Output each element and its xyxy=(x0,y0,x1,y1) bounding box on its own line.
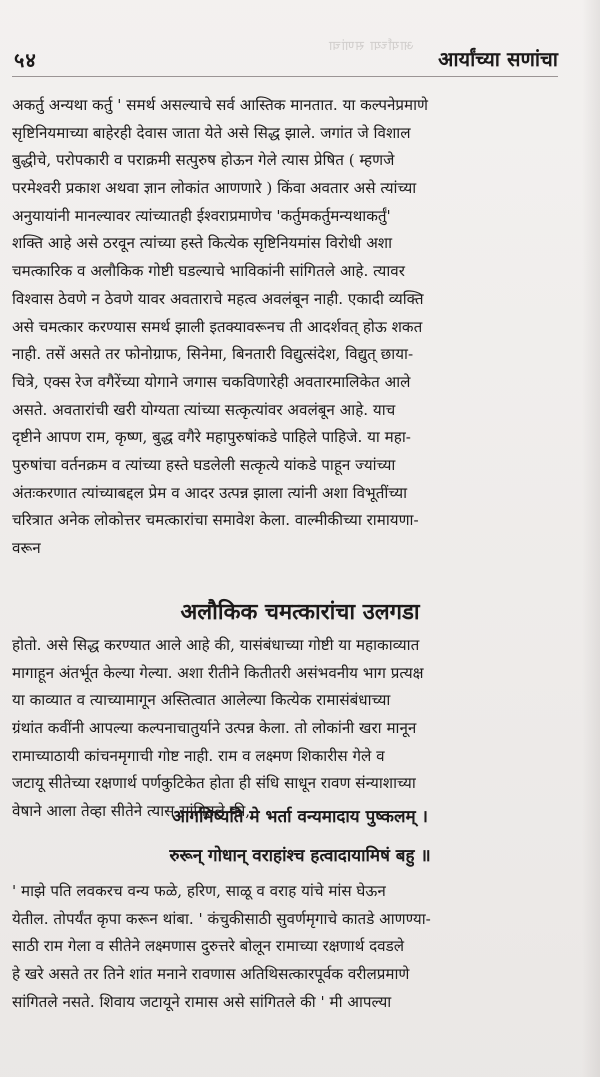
text-line: चरित्रात अनेक लोकोत्तर चमत्कारांचा समावेश केला. वाल्मीकीच्या रामायणा- xyxy=(12,511,419,530)
body-paragraph-bottom xyxy=(12,632,574,826)
text-line: येतील. तोपर्यंत कृपा करून थांबा. ' कंचुकीसाठी सुवर्णमृगाचे कातडे आणण्या- xyxy=(12,909,431,928)
text-line: अंतःकरणात त्यांच्याबद्दल प्रेम व आदर उत्पन्न झाला त्यांनी अशा विभूतींच्या xyxy=(12,483,408,502)
text-line: अनुयायांनी मानल्यावर त्यांच्यातही ईश्वराप्रमाणेच 'कर्तुमकर्तुमन्यथाकर्तुं' xyxy=(12,206,391,225)
text-line: चित्रे, एक्स रेज वगैरेंच्या योगाने जगास चकविणारेही अवतारमालिकेत आले xyxy=(12,372,411,391)
running-title: आर्यांच्या सणांचा xyxy=(438,47,558,71)
text-line: वरून xyxy=(12,539,41,557)
text-line: विश्वास ठेवणे न ठेवणे यावर अवताराचे महत्व अवलंबून नाही. एकादी व्यक्ति xyxy=(12,289,424,308)
sanskrit-verse-line: रुरून् गोधान् वराहांश्च हत्वादायामिषं बहु ॥ xyxy=(169,846,431,866)
text-line: असते. अवतारांची खरी योग्यता त्यांच्या सत्कृत्यांवर अवलंबून आहे. याच xyxy=(12,400,396,419)
page-header xyxy=(12,44,558,77)
page-edge-shadow xyxy=(582,0,600,1077)
text-line: ' माझे पति लवकरच वन्य फळे, हरिण, साळू व वराह यांचे मांस घेऊन xyxy=(12,882,386,900)
section-heading: अलौकिक चमत्कारांचा उलगडा xyxy=(180,599,420,625)
text-line: या काव्यात व त्याच्यामागून अस्तित्वात आलेल्या कित्येक रामासंबंधाच्या xyxy=(12,691,391,710)
body-paragraph-final xyxy=(12,878,574,1016)
text-line: साठी राम गेला व सीतेने लक्ष्मणास दुरुत्तरे बोलून रामाच्या रक्षणार्थ दवडले xyxy=(12,937,405,956)
text-line: परमेश्वरी प्रकाश अथवा ज्ञान लोकांत आणणारे ) किंवा अवतार असे त्यांच्या xyxy=(12,179,417,198)
text-line: जटायू सीतेच्या रक्षणार्थ पर्णकुटिकेत होता ही संधि साधून रावण संन्याशाच्या xyxy=(12,774,416,793)
text-line: नाही. तसें असते तर फोनोग्राफ, सिनेमा, बिनतारी विद्युत्संदेश, विद्युत् छाया- xyxy=(12,345,414,364)
text-line: दृष्टीने आपण राम, कृष्ण, बुद्ध वगैरे महापुरुषांकडे पाहिले पाहिजे. या महा- xyxy=(12,428,411,447)
text-line: असे चमत्कार करण्यास समर्थ झाली इतक्यावरूनच ती आदर्शवत् होऊ शकत xyxy=(12,317,423,336)
text-line: मागाहून अंतर्भूत केल्या गेल्या. अशा रीतीने कितीतरी असंभवनीय भाग प्रत्यक्ष xyxy=(12,663,424,682)
text-line: होतो. असे सिद्ध करण्यात आले आहे की, यासंबंधाच्या गोष्टी या महाकाव्यात xyxy=(12,636,420,654)
text-line: वेषाने आला तेव्हा सीतेने त्यास सांगितले की, xyxy=(12,802,251,821)
body-paragraph-top xyxy=(12,92,574,563)
text-line: ग्रंथांत कवींनी आपल्या कल्पनाचातुर्याने उत्पन्न केला. तो लोकांनी खरा मानून xyxy=(12,719,417,738)
page-number: ५४ xyxy=(14,48,37,72)
text-line: रामाच्याठायी कांचनमृगाची गोष्ट नाही. राम व लक्ष्मण शिकारीस गेले व xyxy=(12,746,385,765)
text-line: शक्ति आहे असे ठरवून त्यांच्या हस्ते कित्येक सृष्टिनियमांस विरोधी अशा xyxy=(12,234,393,253)
sanskrit-verse-line: आगमिष्यति मे भर्ता वन्यमादाय पुष्कलम् । xyxy=(172,807,428,827)
text-line: बुद्धीचे, परोपकारी व पराक्रमी सत्पुरुष होऊन गेले त्यास प्रेषित ( म्हणजे xyxy=(12,151,395,170)
text-line: चमत्कारिक व अलौकिक गोष्टी घडल्याचे भाविकांनी सांगितले आहे. त्यावर xyxy=(12,262,405,281)
text-line: अकर्तु अन्यथा कर्तु ' समर्थ असल्याचे सर्व आस्तिक मानतात. या कल्पनेप्रमाणे xyxy=(12,96,429,114)
text-line: हे खरे असते तर तिने शांत मनाने रावणास अतिथिसत्कारपूर्वक वरीलप्रमाणे xyxy=(12,965,410,984)
text-line: सृष्टिनियमाच्या बाहेरही देवास जाता येते असे सिद्ध झाले. जगांत जे विशाल xyxy=(12,123,411,142)
bleed-through-text: आर्यांच्या सणांचा xyxy=(328,39,414,54)
text-line: सांगितले नसते. शिवाय जटायूने रामास असे सांगितले की ' मी आपल्या xyxy=(12,992,392,1011)
text-line: पुरुषांचा वर्तनक्रम व त्यांच्या हस्ते घडलेली सत्कृत्ये यांकडे पाहून ज्यांच्या xyxy=(12,455,396,474)
